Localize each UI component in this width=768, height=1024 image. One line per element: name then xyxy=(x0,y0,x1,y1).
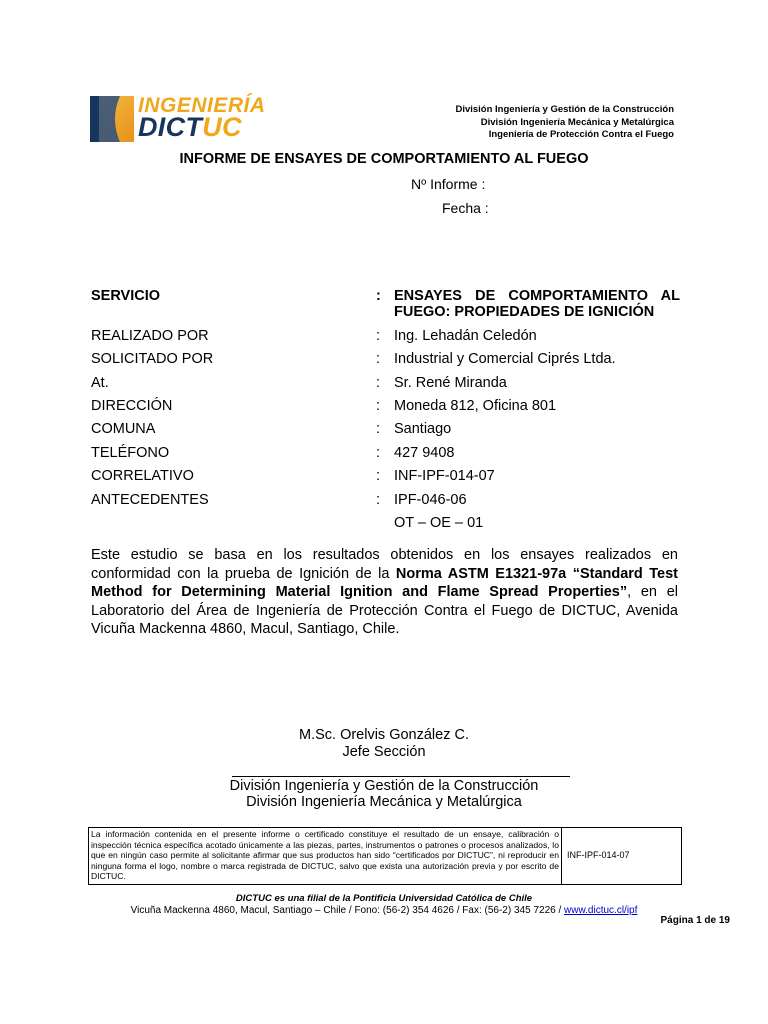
antecedentes-value-line2: OT – OE – 01 xyxy=(394,515,484,531)
disclaimer-box xyxy=(88,827,682,885)
solicitado-value: Industrial y Comercial Ciprés Ltda. xyxy=(394,351,616,367)
paragraph-text-2: , en el Laboratorio del Área de Ingeniería de Protección Contra el Fuego de DICTUC, Avenida Vicuña Mackenna 4860, Macul, Santiago, Chile. xyxy=(91,584,678,637)
realizado-colon: : xyxy=(376,328,381,344)
signatory-name: M.Sc. Orelvis González C. xyxy=(298,727,469,743)
direccion-colon: : xyxy=(376,398,381,414)
correlativo-label: CORRELATIVO xyxy=(91,468,194,484)
dictuc-logo xyxy=(90,96,270,142)
correlativo-colon: : xyxy=(376,468,381,484)
realizado-label: REALIZADO POR xyxy=(91,328,209,344)
solicitado-label: SOLICITADO POR xyxy=(91,351,214,367)
servicio-label: SERVICIO xyxy=(91,288,161,304)
footer-contact xyxy=(0,905,768,916)
header-division-3: Ingeniería de Protección Contra el Fuego xyxy=(488,129,674,140)
antecedentes-colon: : xyxy=(376,492,381,508)
comuna-colon: : xyxy=(376,421,381,437)
at-colon: : xyxy=(376,375,381,391)
report-title: INFORME DE ENSAYES DE COMPORTAMIENTO AL FUEGO xyxy=(179,151,589,167)
solicitado-colon: : xyxy=(376,351,381,367)
disclaimer-text: La información contenida en el presente informe o certificado constituye el resultado de un ensaye, calibración o inspección técnica específica acotado únicamente a las piezas, partes, instrumentos o patrones o procesos analizados, lo que en ningún caso permite al solicitante afirmar que sus productos han sido “certificados por DICTUC”, ni reproducir en ninguna forma el logo, nombre o marca registrada de DICTUC, salvo que exista una autorización previa y por escrito de DICTUC. xyxy=(91,829,559,882)
logo-word-dictuc: DICTUC xyxy=(138,112,242,142)
servicio-value-line2: FUEGO: PROPIEDADES DE IGNICIÓN xyxy=(394,304,655,320)
fecha-label: Fecha : xyxy=(442,200,489,216)
signature-division-2: División Ingeniería Mecánica y Metalúrgica xyxy=(246,794,522,810)
header-divisions xyxy=(455,104,674,142)
comuna-value: Santiago xyxy=(394,421,452,437)
study-paragraph xyxy=(91,546,678,639)
logo-emblem-icon xyxy=(90,96,134,142)
telefono-label: TELÉFONO xyxy=(91,445,170,461)
informe-label: Nº Informe : xyxy=(411,176,486,192)
paragraph-text-1: Este estudio se basa en los resultados obtenidos en los ensayes realizados en conformidad con la prueba de Ignición de la xyxy=(91,547,678,582)
footer-contact-text: Vicuña Mackenna 4860, Macul, Santiago – Chile / Fono: (56-2) 354 4626 / Fax: (56-2) 345 7226 / xyxy=(130,905,565,916)
header-division-2: División Ingeniería Mecánica y Metalúrgica xyxy=(480,116,674,128)
comuna-label: COMUNA xyxy=(91,421,156,437)
antecedentes-value-line1: IPF-046-06 xyxy=(394,492,467,508)
direccion-label: DIRECCIÓN xyxy=(91,398,173,414)
paragraph-norm-reference: Norma ASTM E1321-97a “Standard Test Method for Determining Material Ignition and Flame Spread Properties” xyxy=(91,565,678,600)
footer-website-link[interactable]: www.dictuc.cl/ipf xyxy=(564,905,638,916)
signature-division-1: División Ingeniería y Gestión de la Construcción xyxy=(229,778,539,794)
header-division-1: División Ingeniería y Gestión de la Construcción xyxy=(455,104,674,115)
direccion-value: Moneda 812, Oficina 801 xyxy=(394,398,557,414)
telefono-value: 427 9408 xyxy=(394,445,455,461)
disclaimer-divider xyxy=(561,828,562,884)
logo-word-ingenieria: INGENIERÍA xyxy=(138,94,266,117)
servicio-colon: : xyxy=(376,288,381,304)
realizado-value: Ing. Lehadán Celedón xyxy=(394,328,537,344)
footer-affiliation: DICTUC es una filial de la Pontificia Universidad Católica de Chile xyxy=(235,893,533,904)
disclaimer-report-code: INF-IPF-014-07 xyxy=(567,850,630,860)
page-number: Página 1 de 19 xyxy=(660,915,730,926)
at-label: At. xyxy=(91,375,109,391)
at-value: Sr. René Miranda xyxy=(394,375,507,391)
signature-line xyxy=(232,776,570,777)
signatory-role: Jefe Sección xyxy=(342,744,426,760)
antecedentes-label: ANTECEDENTES xyxy=(91,492,209,508)
correlativo-value: INF-IPF-014-07 xyxy=(394,468,495,484)
telefono-colon: : xyxy=(376,445,381,461)
servicio-value-line1: ENSAYES DE COMPORTAMIENTO AL xyxy=(394,288,680,304)
